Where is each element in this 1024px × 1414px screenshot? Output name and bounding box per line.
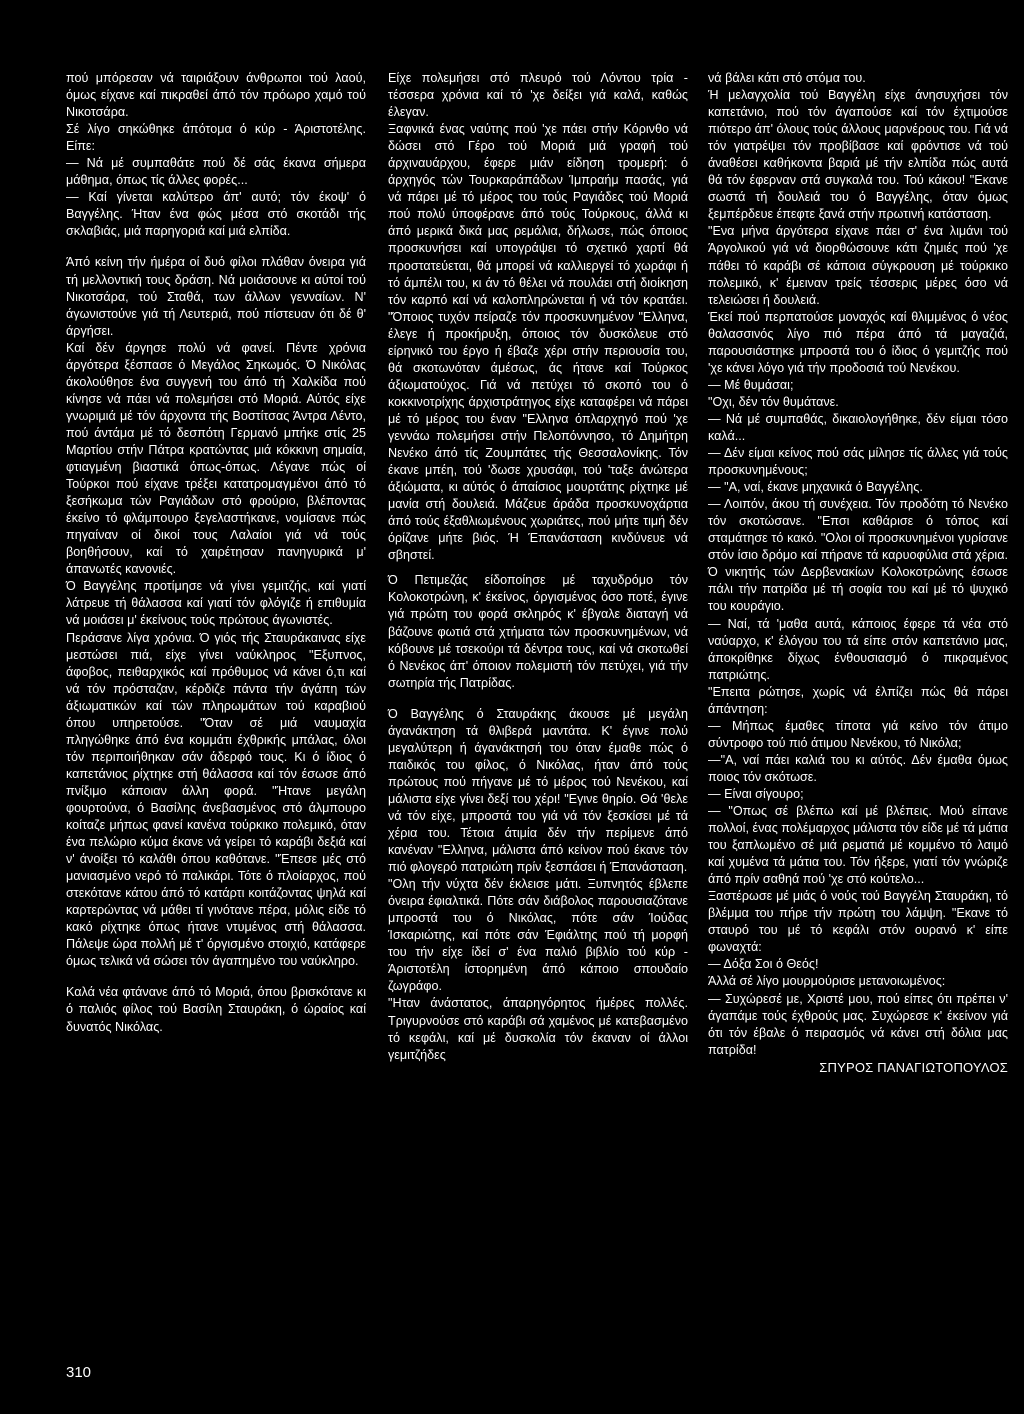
dialogue-line: —"Α, ναί πάει καλιά του κι αύτός. Δέν έμαθα όμως ποιος τόν σκότωσε.	[708, 752, 1008, 784]
paragraph: Έκεί πού περπατούσε μοναχός καί θλιμμένος ό νέος θαλασσινός λίγο πιό πέρα άπό τά μαγαζιά, παρουσιάστηκε μπροστά του ό ίδιος ό γεμιτζής πού 'χε κάνει λόγο γιά τήν προδοσιά τού Νενέκου.	[708, 309, 1008, 375]
page-number: 310	[66, 1364, 92, 1381]
dialogue-line: — Δόξα Σοι ό Θεός!	[708, 957, 819, 972]
paragraph: "Ενα μήνα άργότερα είχανε πάει σ' ένα λιμάνι τού Άργολικού γιά νά διορθώσουνε κάτι ζημιές πού 'χε πάθει τό καράβι σέ κάποια σύγκρουση μέ τούρκικο πολεμικό, κ' έμειναν τρείς τέσσερις μέρες όσο νά τελειώσει ή δουλειά.	[708, 224, 1008, 307]
column-3	[708, 70, 1008, 1076]
paragraph: Ή μελαγχολία τού Βαγγέλη είχε άνησυχήσει τόν καπετάνιο, πού τόν άγαπούσε καί τόν έχτιμούσε πιότερο άπ' όλους τούς άλλους μαρνέρους του. Γιά νά τόν γιατρέψει τόν προβίβασε καί φρόντισε νά τού άναθέσει καθήκοντα βαριά μέ τήν ελπίδα πώς αυτά θά τόν έφερναν στά συγκαλά του. Τού κάκου! "Εκανε σωστά τή δουλειά του ό Βαγγέλης, όταν όμως ξεμπέρδευε έπεφτε ξανά στήν πρωτινή κατάσταση.	[708, 88, 1008, 222]
paragraph: Ό Βαγγέλης προτίμησε νά γίνει γεμιτζής, καί γιατί λάτρευε τή θάλασσα καί γιατί τόν φλόγιζε ή επιθυμία νά μοιάσει μ' έκείνους τούς πρώτους άγωνιστές.	[66, 579, 366, 628]
paragraph: — Καί γίνεται καλύτερο άπ' αυτό; τόν έκοψ' ό Βαγγέλης. Ήταν ένα φώς μέσα στό σκοτάδι τής σκλαβιάς, μιά παρηγοριά καί μιά ελπίδα.	[66, 190, 366, 239]
column-2	[388, 70, 688, 1064]
author-signature: ΣΠΥΡΟΣ ΠΑΝΑΓΙΩΤΟΠΟΥΛΟΣ	[819, 1059, 1008, 1075]
dialogue-line: — "Οπως σέ βλέπω καί μέ βλέπεις. Μού είπανε πολλοί, ένας πολέμαρχος μάλιστα τόν είδε μέ τά μάτια του ξαπλωμένο σέ μιά ρεματιά μέ κομμένο τό λαιμό καί χυμένα τά μάτια του. Τόν ήξερε, γιατί τόν γνώριζε άπό πρίν σαθηά πού 'χε στό κούτελο...	[708, 804, 1008, 887]
dialogue-line: — Μέ θυμάσαι;	[708, 377, 794, 392]
paragraph: "Ηταν άνάστατος, άπαρηγόρητος ήμέρες πολλές. Τριγυρνούσε στό καράβι σά χαμένος μέ κατεβασμένο τό κεφάλι, καί μέ δυσκολία τόν έκαναν οί άλλοι γεμιτζήδες	[388, 996, 688, 1062]
dialogue-line: — Νά μέ συμπαθάς, δικαιολογήθηκε, δέν είμαι τόσο καλά...	[708, 411, 1008, 443]
paragraph: Ό Βαγγέλης ό Σταυράκης άκουσε μέ μεγάλη άγανάκτηση τά θλιβερά μαντάτα. Κ' έγινε πολύ μεγαλύτερη ή άγανάκτησή του όταν έμαθε πώς ό παιδικός του φίλος, ό Νικόλας, ήταν άπό τούς πρώτους πού πήγανε μέ τό μέρος τού Νενέκου, καί μάλιστα είχε γίνει δεξί του χέρι! "Εγινε θηρίο. Θά 'θελε νά τόν είχε, μπροστά του γιά νά τόν ξεσκίσει μέ τά χέρια του. Τέτοια άτιμία δέν τήν περίμενε άπό κανέναν "Ελληνα, μάλιστα άπό κείνον πού έκανε τόν πιό φλογερό πατριώτη πρίν ξεσπάσει ή Έπανάσταση.	[388, 706, 688, 875]
paragraph: Ό Πετιμεζάς είδοποίησε μέ ταχυδρόμο τόν Κολοκοτρώνη, κ' έκείνος, όργισμένος όσο ποτέ, έγινε γιά πρώτη του φορά σκληρός κ' έβγαλε διαταγή νά βάζουνε φωτιά στά χτήματα τών προσκυνημένων, νά κόβουνε μέ τσεκούρι τά δέντρα τους, καί νά σκοτωθεί ό Νενέκος άπ' όποιον πολεμιστή τόν πετύχει, γιά τήν σωτηρία τής Πατρίδας.	[388, 573, 688, 690]
column-1	[66, 70, 366, 1036]
paragraph: Άλλά σέ λίγο μουρμούρισε μετανοιωμένος:	[708, 974, 946, 989]
paragraph: "Οχι, δέν τόν θυμάτανε.	[708, 394, 839, 409]
paragraph: — Νά μέ συμπαθάτε πού δέ σάς έκανα σήμερα μάθημα, όπως τίς άλλες φορές...	[66, 156, 366, 188]
paragraph: Είχε πολεμήσει στό πλευρό τού Λόντου τρία - τέσσερα χρόνια καί τό 'χε δείξει γιά καλά, καθώς έλεγαν.	[388, 71, 688, 120]
paragraph: Ξαστέρωσε μέ μιάς ό νούς τού Βαγγέλη Σταυράκη, τό βλέμμα του πήρε τήν πρώτη του λάμψη. "Εκανε τό σταυρό του μέ τό κεφάλι στόν ουρανό κ' είπε φωναχτά:	[708, 889, 1008, 955]
dialogue-line: — Ναί, τά 'μαθα αυτά, κάποιος έφερε τά νέα στό ναύαρχο, κ' έλόγου του τά είπε στόν καπετάνιο μας, άποκρίθηκε δίχως ένθουσιασμό ό πικραμένος πατριώτης.	[708, 616, 1008, 682]
dialogue-line: — Δέν είμαι κείνος πού σάς μίλησε τίς άλλες γιά τούς προσκυνημένους;	[708, 446, 1008, 478]
dialogue-line: — Συχώρεσέ με, Χριστέ μου, πού είπες ότι πρέπει ν' άγαπάμε τούς έχθρούς μας. Συχώρεσε κ' έκείνον γιά ότι τόν έβαλε ό πειρασμός νά κάνει στή δόλια μας πατρίδα!	[708, 991, 1008, 1057]
dialogue-line: — Είναι σίγουρο;	[708, 786, 804, 801]
paragraph: Καλά νέα φτάνανε άπό τό Μοριά, όπου βρισκότανε κι ό παλιός φίλος τού Βασίλη Σταυράκη, ό ώραίος καί δυνατός Νικόλας.	[66, 985, 366, 1034]
paragraph: Σέ λίγο σηκώθηκε άπότομα ό κύρ - Άριστοτέλης. Είπε:	[66, 122, 366, 154]
paragraph: Άπό κείνη τήν ήμέρα οί δυό φίλοι πλάθαν όνειρα γιά τή μελλοντική τους δράση. Νά μοιάσουνε κι αύτοί τού Νικοτσάρα, τού Σταθά, των άλλων γενναίων. Ν' άγωνιστούνε γιά τή Λευτεριά, πού πίστευαν ότι δέ θ' άργήσει.	[66, 255, 366, 338]
paragraph: νά βάλει κάτι στό στόμα του.	[708, 71, 866, 85]
paragraph: Περάσανε λίγα χρόνια. Ό γιός τής Σταυράκαινας είχε μεστώσει πιά, είχε γίνει ναύκληρος "Εξυπνος, άφοβος, πειθαρχικός καί πρόθυμος νά κάνει ό,τι καί νά τόν πρόσταζαν, κέρδιζε πάντα τήν άγάπη τών άξιωματικών καί τών πληρωμάτων τού καραβιού όπου υπηρετούσε. "Όταν σέ μιά ναυμαχία πληγώθηκε άπό ένα κομμάτι έχθρικής μπάλας, όλοι τόν περιποιήθηκαν σάν άδερφό τους. Κι ό ίδιος ό καπετάνιος ρίχτηκε στή θάλασσα καί τόν έσωσε άπό πνίξιμο κάποιαν άλλη φορά. "Ήτανε μεγάλη φουρτούνα, ό Βασίλης άνεβασμένος στό άλμπουρο κοίταζε μήπως φανεί κανένα τούρκικο πολεμικό, όταν ένα πελώριο κύμα έκανε νά γείρει τό καράβι δεξιά καί ν' άνοίξει τό καλάθι όπου καθότανε. "Έπεσε μές στό μανιασμένο νερό τό παλικάρι. Τότε ό πλοίαρχος, πού στεκότανε κάτου άπό τό κατάρτι κοιτάζοντας ψηλά καί καρτερώντας νά μάθει τί γινότανε πέρα, μόλις είδε τό κακό ρίχτηκε όπως ήτανε ντυμένος στή θάλασσα. Πάλεψε ώρα πολλή μέ τ' όργισμένο στοιχιό, κατάφερε όμως τελικά νά σώσει τόν άγαπημένο του ναύκληρο.	[66, 630, 366, 969]
dialogue-line: — Λοιπόν, άκου τή συνέχεια. Τόν προδότη τό Νενέκο τόν σκοτώσανε. "Επσι καθάρισε ό τόπος καί σταμάτησε τό κακό. "Ολοι οί προσκυνημένοι γυρίσανε στόν ίσιο δρόμο καί πήρανε τά καρυοφύλια στά χέρια. Ό νικητής τών Δερβενακίων Κολοκοτρώνης έσωσε πάλι τήν πατρίδα μέ τή σοφία του καί μέ τό ψυχικό του κουράγιο.	[708, 497, 1008, 614]
dialogue-line: — Μήπως έμαθες τίποτα γιά κείνο τόν άτιμο σύντροφο τού πιό άτιμου Νενέκου, τό Νικόλα;	[708, 718, 1008, 750]
paragraph: Ξαφνικά ένας ναύτης πού 'χε πάει στήν Κόρινθο νά δώσει στό Γέρο τού Μοριά μιά γραφή τού άρχιναυάρχου, έφερε μιάν είδηση τρομερή: ό άρχηγός τών Τουρκαράπάδων Ίμπραήμ πασάς, γιά νά πάρει μέ τό μέρος του τούς Ραγιάδες τού Μοριά πού πολύ ύποφέρανε άπό τούς Τούρκους, άλλά κι άπό μερικά δικά μας ρεμάλια, δήλωσε, πώς όποιος προσκυνήσει καί υπογράψει τό σχετικό χαρτί θά προστατεύεται, θά μπορεί νά καλλιεργεί τό χωράφι ή τό άμπέλι του, κι άν τό θέλει νά πουλάει στή διοίκηση τόν καρπό καί νά καλοπληρώνεται ή νά τόν κρατάει. "Όποιος τυχόν πείραζε τόν προσκυνημένον "Ελληνα, έλεγε ή προκήρυξη, όποιος τόν δυσκόλευε στό είρηνικό του έργο ή έβαζε χέρι στήν περιουσία του, θά σκοτωνόταν άμέσως, άς ήτανε καί Τούρκος άξιωματούχος. Γιά νά πετύχει τό σκοπό του ό κοκκινοτρίχης άρχιστράτηγος είχε καταφέρει νά πάρει μέ τό μέρος του έναν "Ελληνα όπλαρχηγό πού 'χε γεννάω πολεμήσει στήν Πελοπόννησο, τό Δημήτρη Νενέκο άπό τίς Ζουμπάτες τής Θεσσαλονίκης. Τόν έκανε μπέη, τού 'δωσε χρυσάφι, τού 'ταξε άνώτερα άξιώματα, κι αύτός ό άπαίσιος μουρτάτης ρίχτηκε μέ μανία στή δουλειά. Μάζευε άράδα προσκυνοχάρτια άπό τούς έξαθλιωμένους χωριάτες, πού μήτε τιμή δέν όρίζανε μήτε βιός. Ή Έπανάσταση κινδύνευε νά σβηστεί.	[388, 122, 688, 563]
paragraph: πού μπόρεσαν νά ταιριάξουν άνθρωποι τού λαού, όμως είχανε καί πικραθεί άπό τόν πρόωρο χαμό τού Νικοτσάρα.	[66, 71, 366, 120]
dialogue-line: — "Α, ναί, έκανε μηχανικά ό Βαγγέλης.	[708, 480, 923, 495]
paragraph: "Ολη τήν νύχτα δέν έκλεισε μάτι. Ξυπνητός έβλεπε όνειρα έφιαλτικά. Πότε σάν διάβολος παρουσιαζότανε μπροστά του ό Νικόλας, πότε σάν Ίούδας Ίσκαριώτης, καί πότε σάν Έφιάλτης πού τή μορφή του τήν είχε ίδεί σ' ένα παλιό βιβλίο τού κύρ - Άριστοτέλη ίστορημένη άπό κάποιο σπουδαίο ζωγράφο.	[388, 877, 688, 994]
paragraph: "Επειτα ρώτησε, χωρίς νά έλπίζει πώς θά πάρει άπάντηση:	[708, 684, 1008, 716]
paragraph: Καί δέν άργησε πολύ νά φανεί. Πέντε χρόνια άργότερα ξέσπασε ό Μεγάλος Σηκωμός. Ό Νικόλας άκολούθησε ένα συγγενή του άπό τή Χαλκίδα πού κίνησε νά πάει νά πολεμήσει στό Μοριά. Αύτός είχε γνωριμιά μέ τόν άρχοντα τής Βοστίτσας Άντρα Λέντο, πού άντάμα μέ τό δεσπότη Γερμανό μπήκε στίς 25 Μαρτίου στήν Πάτρα κρατώντας μιά κόκκινη σημαία, φτιαγμένη βιαστικά όπως-όπως. Λέγανε πώς οί Τούρκοι πού είχανε τρέξει κατατρομαγμένοι άπό τό ξεσήκωμα τών Ραγιάδων στό φρούριο, βλέποντας έκείνο τό φλάμπουρο ξεγελαστήκανε, νομίσανε πώς πηγαίναν οί δικοί τους Λαλαίοι γιά νά τούς βοηθήσουν, καί τό χαιρέτησαν πανηγυρικά μ' άπανωτές κανονιές.	[66, 340, 366, 577]
